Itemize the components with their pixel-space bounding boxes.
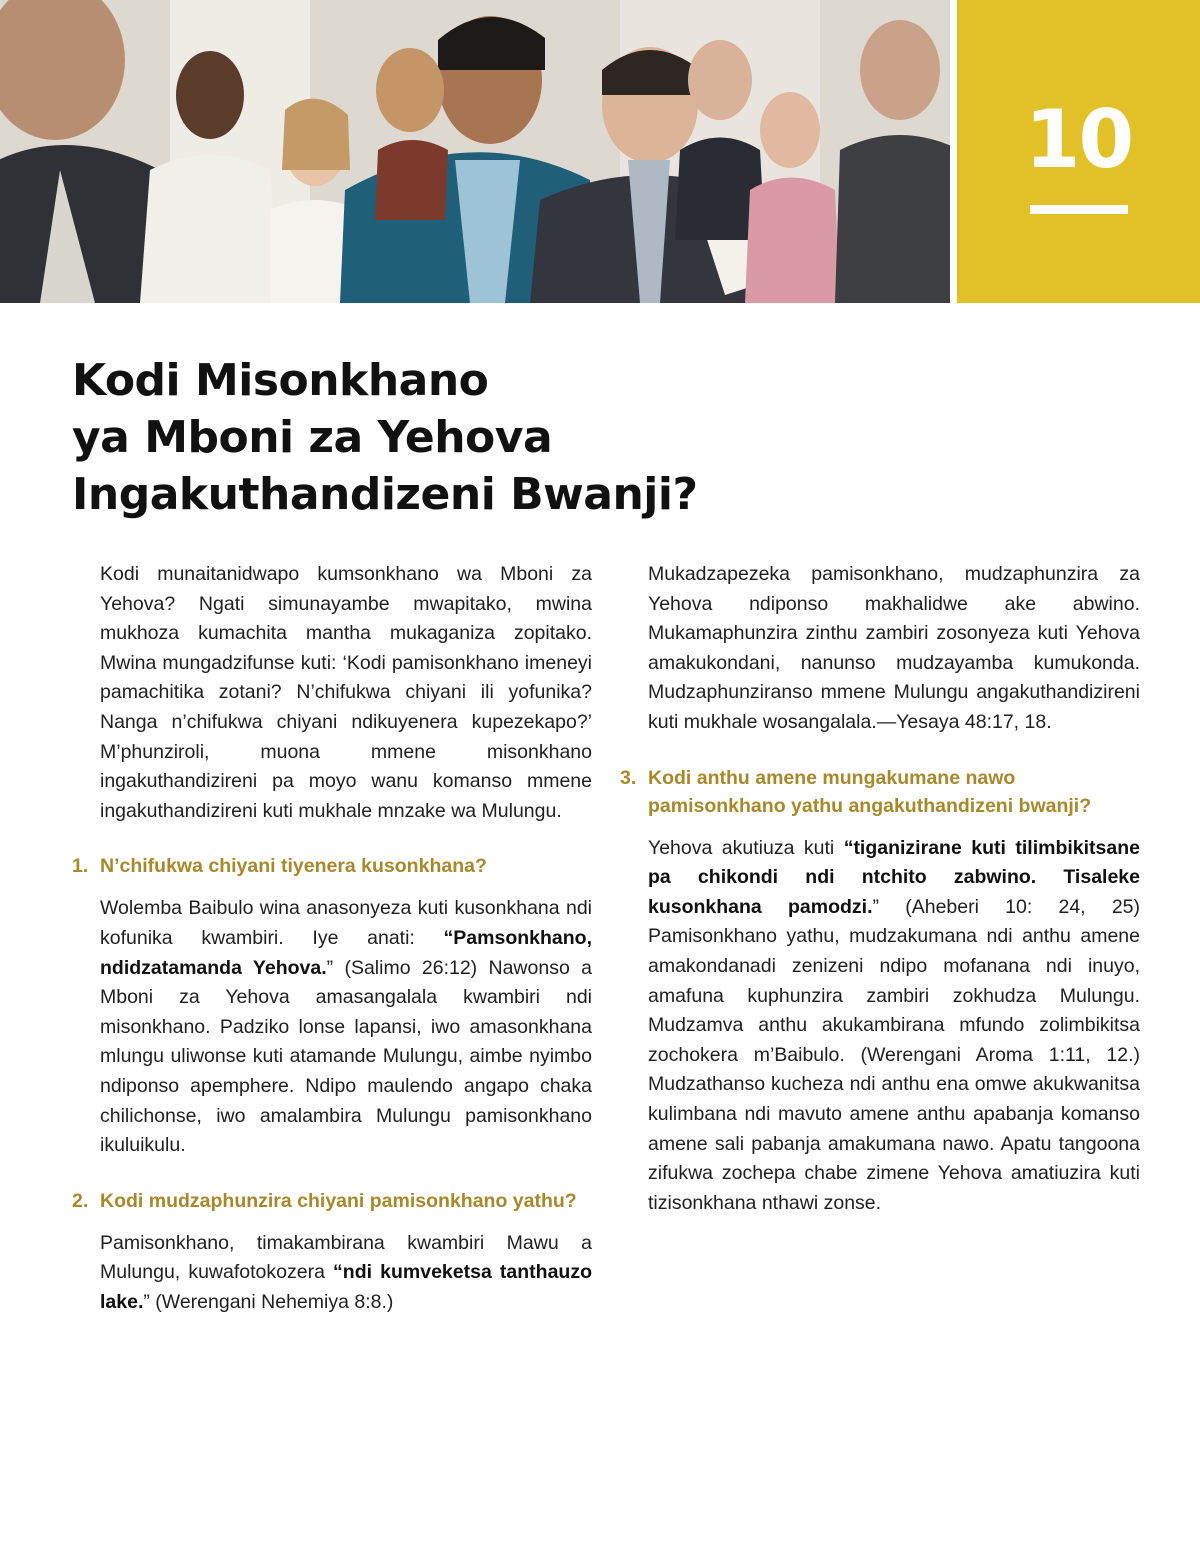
lesson-number: 10 xyxy=(1024,93,1133,186)
lesson-number-underline xyxy=(1030,205,1128,214)
question-text: Kodi mudzaphunzira chiyani pamisonkhano yathu? xyxy=(100,1189,577,1212)
scripture-quote: “ndi kumveketsa tanthauzo lake. xyxy=(100,1261,592,1313)
question-heading xyxy=(72,1187,592,1215)
title-line: Kodi Misonkhano xyxy=(72,355,489,406)
scripture-quote: “tiganizirane kuti tilimbikitsane pa chikondi ndi ntchito zabwino. Tisaleke kusonkhana pamodzi. xyxy=(648,836,1140,918)
answer-paragraph-continued: Mukadzapezeka pamisonkhano, mudzaphunzira za Yehova ndiponso makhalidwe ake abwino. Mukamaphunzira zinthu zambiri zosonyeza kuti Yehova amakukondani, nanunso mudzayamba kumukonda. Mudzaphunziranso mmene Mulungu angakuthandizireni kuti mukhale wosangalala.—Yesaya 48:17, 18. xyxy=(648,563,1140,733)
question-heading xyxy=(72,852,592,880)
question-number: 3. xyxy=(620,766,637,789)
scripture-quote: “Pamsonkhano, ndidzatamanda Yehova. xyxy=(100,926,592,979)
right-column xyxy=(620,560,1140,1244)
answer-text: Wolemba Baibulo wina anasonyeza kuti kusonkhana ndi kofunika kwambiri. Iye anati: xyxy=(100,897,592,949)
question-number: 1. xyxy=(72,855,89,878)
title-line: ya Mboni za Yehova xyxy=(72,412,553,463)
answer-text: ” (Salimo 26:12) Nawonso a Mboni za Yehova amasangalala kwambiri ndi misonkhano. Padziko lonse lapansi, iwo amasonkhana mlungu uliwonse kuti atamande Mulungu, aimbe nyimbo ndiponso apemphere. Ndipo maulendo angapo chaka chilichonse, iwo amalambira Mulungu pamisonkhano ikuluikulu. xyxy=(100,956,592,1157)
question-heading xyxy=(620,764,1140,820)
intro-paragraph: Kodi munaitanidwapo kumsonkhano wa Mboni za Yehova? Ngati simunayambe mwapitako, mwina mukhoza kumachita mantha mukaganiza zopitako. Mwina mungadzifunse kuti: ‘Kodi pamisonkhano imeneyi pamachitika zotani? N’chifukwa chiyani ili yofunika? Nanga n’chifukwa chiyani ndikuyenera kupezekapo?’ M’phunziroli, muona mmene misonkhano ingakuthandizireni pa moyo wanu komanso mmene ingakuthandizireni kuti mukhale mnzake wa Mulungu. xyxy=(100,563,592,822)
answer-text: ” (Werengani Nehemiya 8:8.) xyxy=(143,1290,394,1313)
answer-paragraph xyxy=(648,834,1140,1219)
left-column xyxy=(72,560,592,1343)
lesson-number-box xyxy=(957,0,1200,303)
title-line: Ingakuthandizeni Bwanji? xyxy=(72,469,698,520)
answer-text: Yehova akutiuza kuti xyxy=(648,836,844,859)
answer-paragraph xyxy=(100,894,592,1160)
question-text: Kodi anthu amene mungakumane nawo pamisonkhano yathu angakuthandizeni bwanji? xyxy=(648,766,1092,817)
meeting-audience-illustration xyxy=(0,0,950,303)
question-text: N’chifukwa chiyani tiyenera kusonkhana? xyxy=(100,855,487,878)
question-number: 2. xyxy=(72,1189,89,1212)
answer-text: Pamisonkhano, timakambirana kwambiri Mawu a Mulungu, kuwafotokozera xyxy=(100,1231,592,1284)
answer-paragraph xyxy=(100,1229,592,1318)
answer-text: ” (Aheberi 10: 24, 25) Pamisonkhano yathu, mudzakumana ndi anthu amene amakondanadi zenizeni ndipo mofanana ndi inuyo, amafuna kuphunzira zambiri zokhudza Mulungu. Mudzamva anthu akukambirana mfundo zolimbikitsa zochokera m’Baibulo. (Werengani Aroma 1:11, 12.) Mudzathanso kucheza ndi anthu ena omwe akukwanitsa kulimbana ndi mavuto amene anthu apabanja komanso amene sali pabanja amakumana nawo. Apatu tangoona zifukwa zochepa chabe zimene Yehova amatiuzira kuti tizisonkhana nthawi zonse. xyxy=(648,895,1140,1214)
page-title xyxy=(72,352,772,523)
hero-photo xyxy=(0,0,950,303)
